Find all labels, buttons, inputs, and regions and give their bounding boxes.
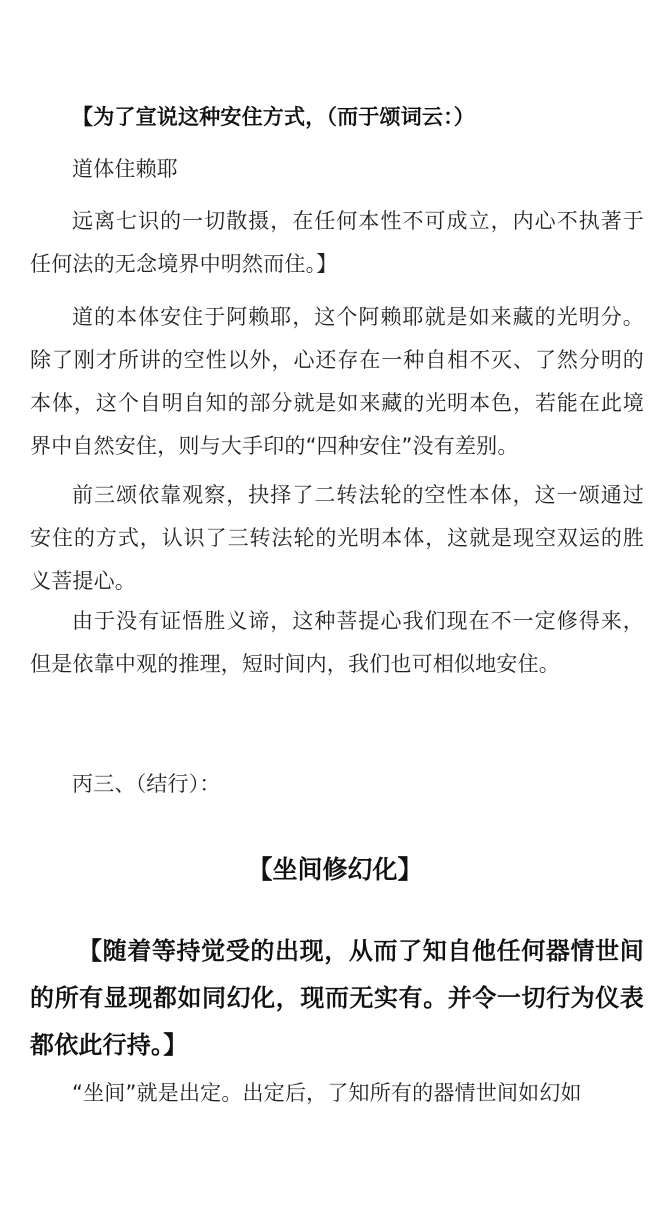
verse-title: 【坐间修幻化】 xyxy=(247,855,423,884)
section-heading: 丙三、（结行）： xyxy=(72,772,221,796)
closing-paragraph: “坐间”就是出定。出定后，了知所有的器情世间如幻如 xyxy=(72,1081,582,1105)
explanation-paragraph-2: 前三颂依靠观察，抉择了二转法轮的空性本体，这一颂通过安住的方式，认识了三转法轮的光明本体，这就是现空双运的胜义菩提心。 xyxy=(30,483,644,593)
explanation-paragraph-3: 由于没有证悟胜义谛，这种菩提心我们现在不一定修得来，但是依靠中观的推理，短时间内，我们也可相似地安住。 xyxy=(30,609,644,676)
explanation-paragraph-1: 道的本体安住于阿赖耶，这个阿赖耶就是如来藏的光明分。除了刚才所讲的空性以外，心还存在一种自相不灭、了然分明的本体，这个自明自知的部分就是如来藏的光明本色，若能在此境界中自然安住，则与大手印的“四种安住”没有差别。 xyxy=(30,305,644,458)
verse-commentary-paragraph: 远离七识的一切散摄，在任何本性不可成立，内心不执著于任何法的无念境界中明然而住。】 xyxy=(30,209,644,276)
verse-line-paragraph: 道体住赖耶 xyxy=(72,157,178,181)
verse-intro-paragraph: 【为了宣说这种安住方式，（而于颂词云：） xyxy=(72,105,475,129)
verse-bold-paragraph: 【随着等持觉受的出现，从而了知自他任何器情世间的所有显现都如同幻化，现而无实有。并令一切行为仪表都依此行持。】 xyxy=(30,937,644,1059)
